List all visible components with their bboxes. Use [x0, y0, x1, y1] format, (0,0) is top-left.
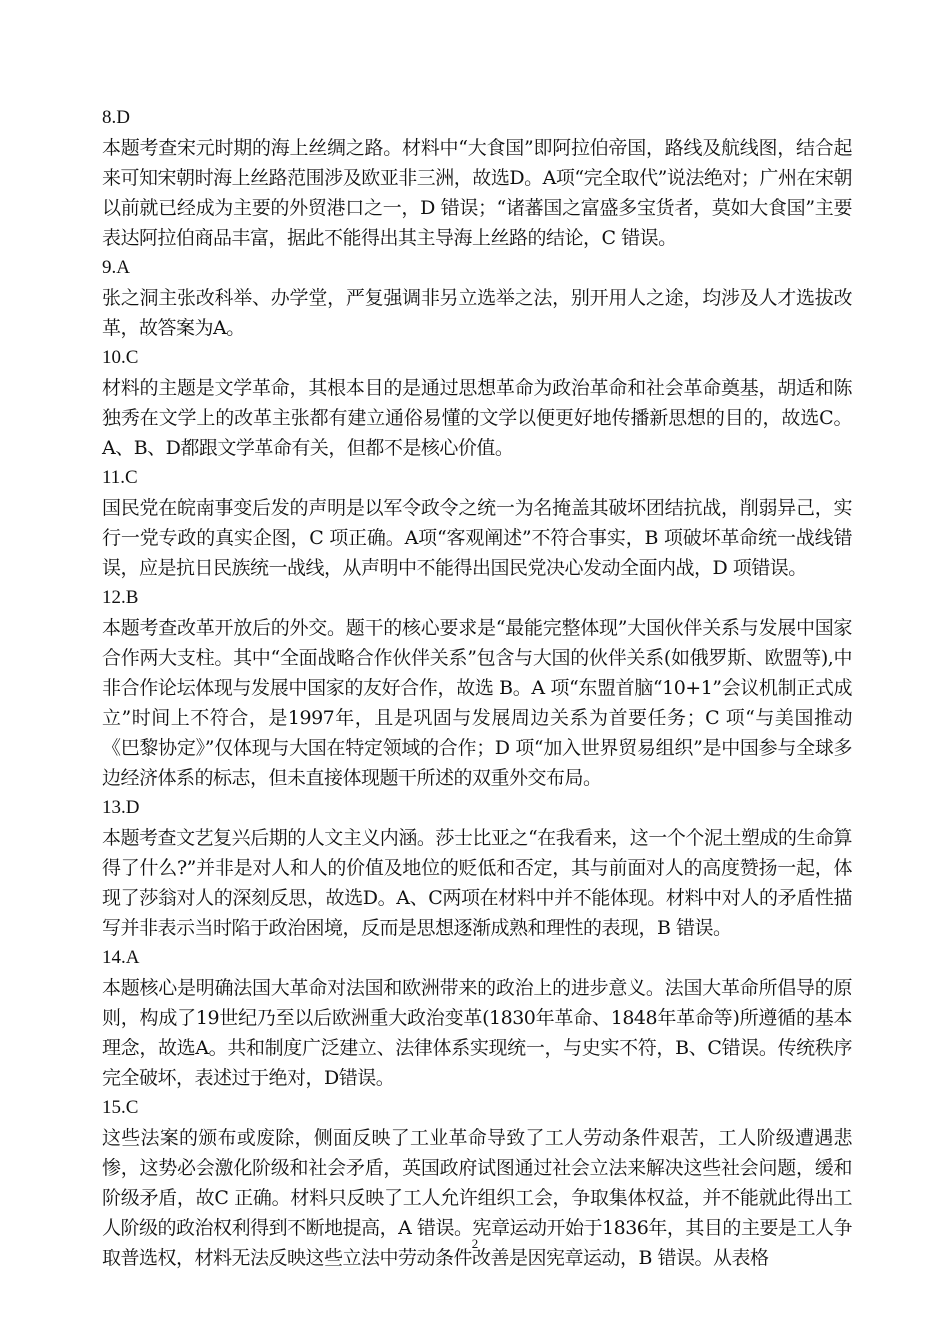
answer-key-content [102, 103, 852, 1273]
answer-item-8 [102, 103, 852, 253]
answer-explanation: 张之洞主张改科举、办学堂，严复强调非另立选举之法，别开用人之途，均涉及人才选拔改革，故答案为A。 [102, 287, 852, 339]
answer-item-13 [102, 793, 852, 943]
answer-explanation: 本题考查文艺复兴后期的人文主义内涵。莎士比亚之“在我看来，这一个个泥土塑成的生命算得了什么?”并非是对人和人的价值及地位的贬低和否定，其与前面对人的高度赞扬一起，体现了莎翁对人的深刻反思，故选D。A、C两项在材料中并不能体现。材料中对人的矛盾性描写并非表示当时陷于政治困境，反而是思想逐渐成熟和理性的表现，B 错误。 [102, 827, 852, 939]
answer-explanation: 本题考查宋元时期的海上丝绸之路。材料中“大食国”即阿拉伯帝国，路线及航线图，结合起来可知宋朝时海上丝路范围涉及欧亚非三洲，故选D。A项“完全取代”说法绝对；广州在宋朝以前就已经成为主要的外贸港口之一，D 错误；“诸蕃国之富盛多宝货者，莫如大食国”主要表达阿拉伯商品丰富，据此不能得出其主导海上丝路的结论，C 错误。 [102, 137, 852, 249]
question-number: 10.C [102, 347, 139, 368]
answer-explanation: 这些法案的颁布或废除，侧面反映了工业革命导致了工人劳动条件艰苦，工人阶级遭遇悲惨，这势必会激化阶级和社会矛盾，英国政府试图通过社会立法来解决这些社会问题，缓和阶级矛盾，故C 正确。材料只反映了工人允许组织工会，争取集体权益，并不能就此得出工人阶级的政治权利得到不断地提高，A 错误。宪章运动开始于1836年，其目的主要是工人争取普选权，材料无法反映这些立法中劳动条件改善是因宪章运动，B 错误。从表格 [102, 1127, 852, 1269]
answer-item-14 [102, 943, 852, 1093]
question-number: 15.C [102, 1097, 139, 1118]
question-number: 12.B [102, 587, 139, 608]
answer-explanation: 本题考查改革开放后的外交。题干的核心要求是“最能完整体现”大国伙伴关系与发展中国家合作两大支柱。其中“全面战略合作伙伴关系”包含与大国的伙伴关系(如俄罗斯、欧盟等),中非合作论坛体现与发展中国家的友好合作，故选 B。A 项“东盟首脑“10+1”会议机制正式成立”时间上不符合，是1997年，且是巩固与发展周边关系为首要任务；C 项“与美国推动《巴黎协定》”仅体现与大国在特定领域的合作；D 项“加入世界贸易组织”是中国参与全球多边经济体系的标志，但未直接体现题干所述的双重外交布局。 [102, 617, 852, 789]
question-number: 8.D [102, 107, 130, 128]
answer-item-10 [102, 343, 852, 463]
question-number: 9.A [102, 257, 130, 278]
answer-item-12 [102, 583, 852, 793]
question-number: 11.C [102, 467, 138, 488]
question-number: 13.D [102, 797, 140, 818]
page-number: 2 [471, 1236, 479, 1251]
answer-explanation: 材料的主题是文学革命，其根本目的是通过思想革命为政治革命和社会革命奠基，胡适和陈独秀在文学上的改革主张都有建立通俗易懂的文学以便更好地传播新思想的目的，故选C。A、B、D都跟文学革命有关，但都不是核心价值。 [102, 377, 852, 459]
answer-explanation: 本题核心是明确法国大革命对法国和欧洲带来的政治上的进步意义。法国大革命所倡导的原则，构成了19世纪乃至以后欧洲重大政治变革(1830年革命、1848年革命等)所遵循的基本理念，故选A。共和制度广泛建立、法律体系实现统一，与史实不符，B、C错误。传统秩序完全破坏，表述过于绝对，D错误。 [102, 977, 852, 1089]
question-number: 14.A [102, 947, 140, 968]
answer-explanation: 国民党在皖南事变后发的声明是以军令政令之统一为名掩盖其破坏团结抗战，削弱异己，实行一党专政的真实企图，C 项正确。A项“客观阐述”不符合事实，B 项破坏革命统一战线错误，应是抗日民族统一战线，从声明中不能得出国民党决心发动全面内战，D 项错误。 [102, 497, 852, 579]
answer-item-11 [102, 463, 852, 583]
answer-item-9 [102, 253, 852, 343]
